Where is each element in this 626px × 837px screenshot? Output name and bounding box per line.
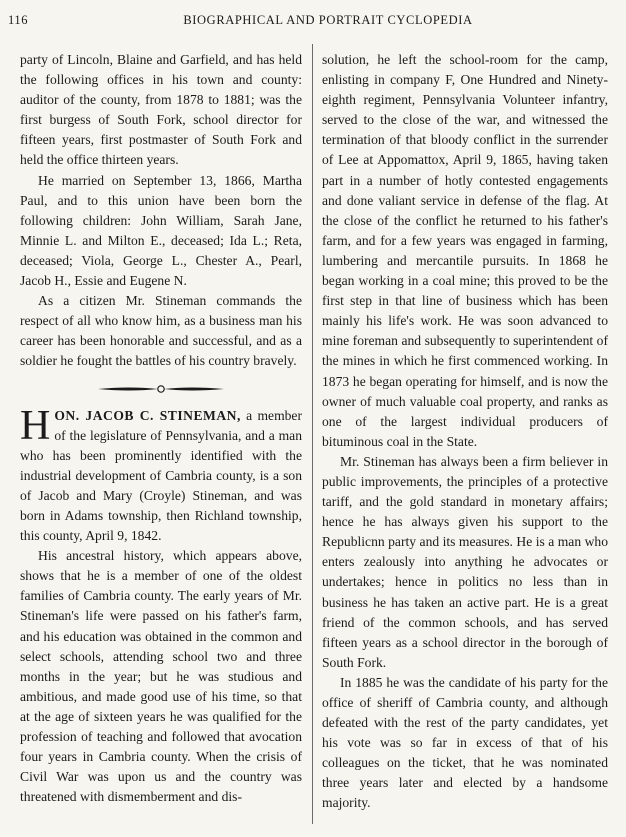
running-title: BIOGRAPHICAL AND PORTRAIT CYCLOPEDIA	[183, 13, 473, 27]
paragraph-military: solution, he left the school-room for the camp, enlisting in company F, One Hundred and Ninety-eighth regiment, Pennsylvania Volunteer infantry, served to the close of the war, and witnessed the termination of that bloody conflict in the surrender of Lee at Appomattox, April 9, 1865, having taken part in a number of hotly contested engagements and done valiant service in defense of the flag. At the close of the conflict he returned to his father's farm, and for a few years was engaged in farming, lumbering and mercantile pursuits. In 1868 he began working in a coal mine; this proved to be the first step in that line of business which has been mainly his life's work. He was soon advanced to mine foreman and subsequently to superintendent of the mines in which he first commenced working. In 1873 he began operating for himself, and is now the owner of much valuable coal property, and ranks as one of the largest individual producers of bituminous coal in the State.	[322, 52, 608, 449]
biography-intro-text: a member of the legislature of Pennsylvania, and a man who has been prominently identified with the industrial development of Cambria county, is a son of Jacob and Mary (Croyle) Stineman, and was born in Adams township, then Richland township, this county, April 9, 1842.	[20, 407, 302, 544]
section-ornament	[20, 382, 302, 396]
left-column	[20, 50, 302, 807]
paragraph-politics: Mr. Stineman has always been a firm believer in public improvements, the principles of a protective tariff, and the gold standard in monetary affairs; hence he has always given his support to the Republicnn party and its measures. He is a man who enters zealously into anything he advocates or undertakes; hence in politics no less than in business he has taken an active part. He is a great friend of the common schools, and has served fifteen years as a school director in the borough of South Fork.	[322, 453, 608, 670]
paragraph-ancestry: His ancestral history, which appears above, shows that he is a member of one of the oldest families of Cambria county. The early years of Mr. Stineman's life were passed on his father's farm, and his education was obtained in the common and select schools, attending school two and three months in the year; but he was studious and ambitious, and made good use of his time, so that at the age of sixteen years he was qualified for the profession of teaching and followed that avocation four years in Cambria county. When the crisis of Civil War was upon us and the country was threatened with dismemberment and dis-	[20, 548, 302, 805]
page-header	[8, 13, 608, 33]
right-column	[322, 50, 608, 814]
ornament-divider-icon	[96, 382, 226, 396]
subject-name: ON. JACOB C. STINEMAN,	[54, 407, 241, 423]
paragraph-sheriff: In 1885 he was the candidate of his party for the office of sheriff of Cambria county, and although defeated with the rest of the party candidates, yet his vote was so far in excess of that of his colleagues on the ticket, that he was nominated three years later and elected by a handsome majority.	[322, 674, 608, 811]
biography-intro	[20, 402, 302, 547]
paragraph-citizen: As a citizen Mr. Stineman commands the respect of all who know him, as a business man his career has been honorable and successful, and as a soldier he fought the battles of his country bravely.	[20, 293, 302, 369]
page-number: 116	[8, 13, 29, 27]
drop-cap: H	[20, 402, 51, 449]
column-divider	[312, 44, 313, 824]
paragraph-marriage: He married on September 13, 1866, Martha Paul, and to this union have been born the following children: John William, Sarah Jane, Minnie L. and Milton E., deceased; Ida L.; Reta, deceased; Viola, George L., Chester A., Pearl, Jacob H., Essie and Eugene N.	[20, 172, 302, 289]
paragraph-continued: party of Lincoln, Blaine and Garfield, and has held the following offices in his town and county: auditor of the county, from 1878 to 1881; was the first burgess of South Fork, school director for fifteen years, first postmaster of South Fork and held the office thirteen years.	[20, 52, 302, 168]
